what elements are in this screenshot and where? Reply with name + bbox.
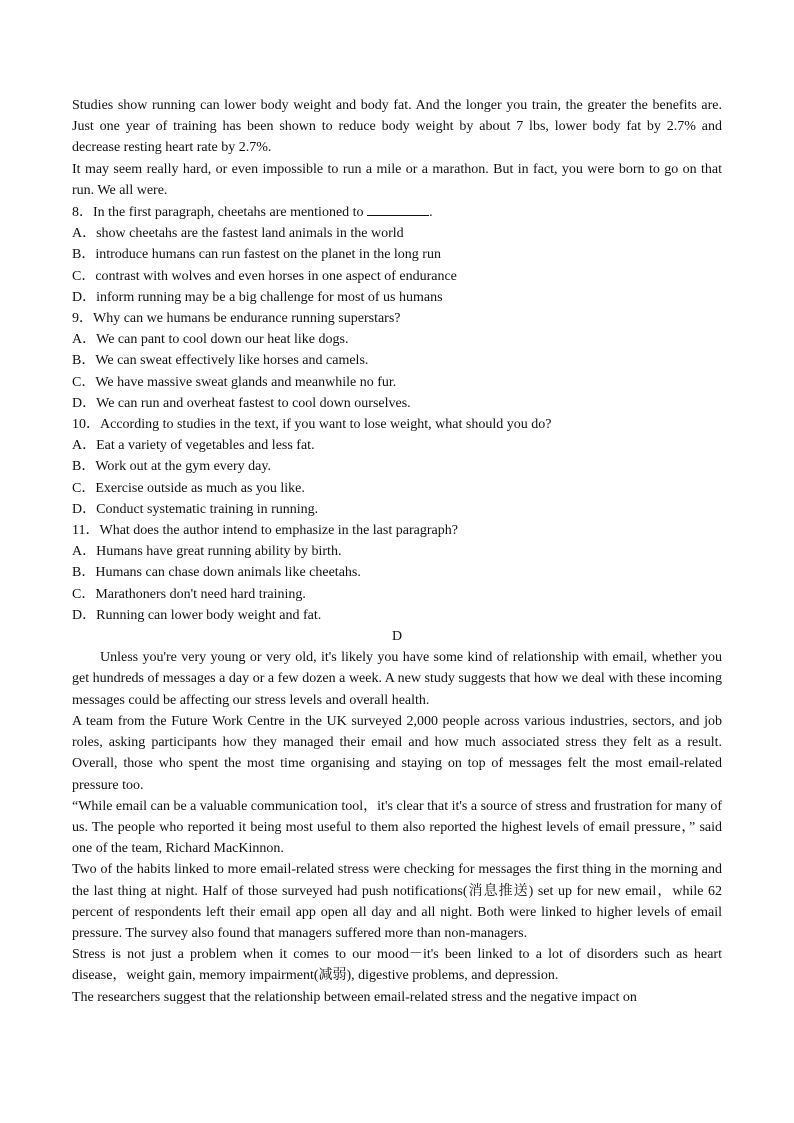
question-11 bbox=[72, 520, 722, 626]
section-heading: D bbox=[391, 629, 403, 645]
question-10 bbox=[72, 414, 722, 520]
option-c: C．Marathoners don't need hard training. bbox=[72, 586, 306, 602]
question-stem-end: . bbox=[429, 205, 433, 221]
passage-paragraph-6: The researchers suggest that the relationship between email-related stress and the negative impact on bbox=[72, 989, 637, 1005]
option-d: D．Running can lower body weight and fat. bbox=[72, 607, 322, 623]
question-stem-text: 8．In the first paragraph, cheetahs are mentioned to bbox=[72, 205, 364, 221]
question-8 bbox=[72, 201, 722, 308]
option-d: D．inform running may be a big challenge for most of us humans bbox=[72, 289, 443, 305]
option-b: B．We can sweat effectively like horses and camels. bbox=[72, 353, 369, 369]
option-c: C．We have massive sweat glands and meanwhile no fur. bbox=[72, 374, 397, 390]
passage-paragraph-2: A team from the Future Work Centre in the UK surveyed 2,000 people across various industries, sectors, and job roles, asking participants how they managed their email and how much associated stress they felt as a result. Overall, those who spent the most time organising and staying on top of messages felt the most email-related pressure too. bbox=[72, 713, 722, 793]
option-b: B．introduce humans can run fastest on the planet in the long run bbox=[72, 247, 441, 263]
intro-paragraph-1: Studies show running can lower body weight and body fat. And the longer you train, the greater the benefits are. Just one year of training has been shown to reduce body weight by about 7 lbs, lower body fat by 2.7% and decrease resting heart rate by 2.7%. bbox=[72, 98, 722, 156]
option-b: B．Work out at the gym every day. bbox=[72, 459, 271, 475]
passage-paragraph-5: Stress is not just a problem when it comes to our mood－it's been linked to a lot of disorders such as heart disease，weight gain, memory impairment(减弱), digestive problems, and depression. bbox=[72, 947, 722, 984]
question-stem: 9．Why can we humans be endurance running superstars? bbox=[72, 311, 401, 327]
document-page bbox=[72, 95, 722, 1008]
question-9 bbox=[72, 308, 722, 414]
option-c: C．Exercise outside as much as you like. bbox=[72, 480, 305, 496]
question-stem: 10．According to studies in the text, if you want to lose weight, what should you do? bbox=[72, 417, 552, 433]
passage-paragraph-4: Two of the habits linked to more email-related stress were checking for messages the first thing in the morning and the last thing at night. Half of those surveyed had push notifications(消息推送) set up for new email，while 62 percent of respondents left their email app open all day and all night. Both were linked to higher levels of email pressure. The survey also found that managers suffered more than non-managers. bbox=[72, 862, 722, 941]
question-stem: 11．What does the author intend to emphasize in the last paragraph? bbox=[72, 523, 458, 539]
option-a: A．show cheetahs are the fastest land animals in the world bbox=[72, 226, 404, 242]
option-a: A．Eat a variety of vegetables and less fat. bbox=[72, 438, 315, 454]
passage-paragraph-3: “While email can be a valuable communication tool，it's clear that it's a source of stress and frustration for many of us. The people who reported it being most useful to them also reported the highest levels of email pressure，” said one of the team, Richard MacKinnon. bbox=[72, 798, 722, 857]
option-a: A．We can pant to cool down our heat like dogs. bbox=[72, 332, 349, 348]
question-stem bbox=[72, 201, 722, 223]
option-a: A．Humans have great running ability by birth. bbox=[72, 544, 342, 560]
option-b: B．Humans can chase down animals like cheetahs. bbox=[72, 565, 361, 581]
passage-paragraph-1: Unless you're very young or very old, it's likely you have some kind of relationship with email, whether you get hundreds of messages a day or a few dozen a week. A new study suggests that how we deal with these incoming messages could be affecting our stress levels and overall health. bbox=[72, 650, 722, 708]
answer-blank bbox=[367, 201, 429, 216]
option-c: C．contrast with wolves and even horses in one aspect of endurance bbox=[72, 268, 457, 284]
intro-paragraph-2: It may seem really hard, or even impossible to run a mile or a marathon. But in fact, you were born to go on that run. We all were. bbox=[72, 161, 722, 198]
option-d: D．Conduct systematic training in running. bbox=[72, 501, 319, 517]
option-d: D．We can run and overheat fastest to cool down ourselves. bbox=[72, 395, 411, 411]
